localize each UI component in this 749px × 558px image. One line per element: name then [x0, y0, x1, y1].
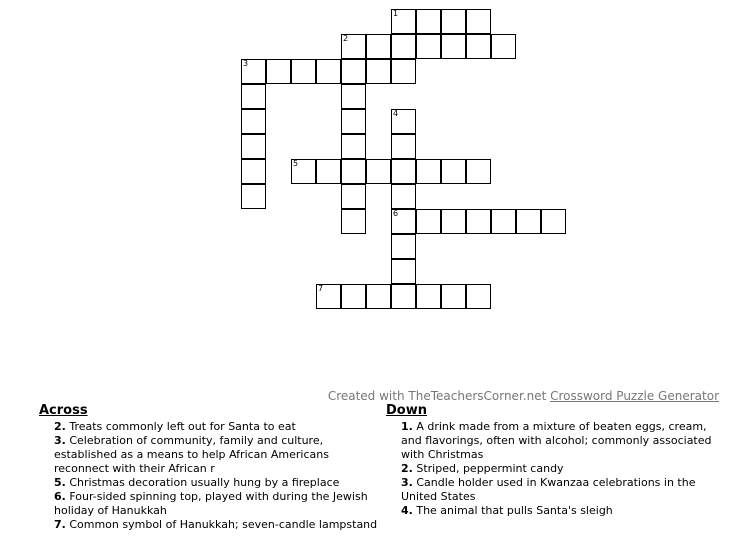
clue-text: Common symbol of Hanukkah; seven-candle lampstand — [69, 518, 378, 531]
crossword-cell[interactable] — [391, 34, 416, 59]
down-clue — [385, 462, 730, 476]
clue-num: 5. — [54, 476, 66, 489]
across-clue-list — [38, 420, 378, 532]
down-clue — [385, 504, 730, 518]
crossword-cell[interactable] — [291, 59, 316, 84]
down-clue — [385, 420, 730, 462]
clue-number: 6 — [393, 209, 399, 218]
clue-text: Treats commonly left out for Santa to eat — [69, 420, 296, 433]
crossword-cell[interactable] — [241, 59, 266, 84]
crossword-cell[interactable] — [466, 209, 491, 234]
generator-link[interactable]: Crossword Puzzle Generator — [550, 389, 719, 403]
crossword-cell[interactable] — [391, 59, 416, 84]
clue-num: 7. — [54, 518, 66, 531]
clue-text: Christmas decoration usually hung by a fireplace — [69, 476, 340, 489]
crossword-cell[interactable] — [241, 84, 266, 109]
crossword-cell[interactable] — [241, 159, 266, 184]
crossword-cell[interactable] — [341, 59, 366, 84]
crossword-cell[interactable] — [341, 109, 366, 134]
crossword-cell[interactable] — [241, 184, 266, 209]
crossword-cell[interactable] — [341, 84, 366, 109]
credit-text: Created with TheTeachersCorner.net — [327, 389, 551, 403]
clue-number: 7 — [318, 284, 324, 293]
clue-text: A drink made from a mixture of beaten eggs, cream, and flavorings, often with alcohol; commonly associated with Christmas — [401, 420, 712, 461]
clue-num: 3. — [401, 476, 413, 489]
clue-number: 2 — [343, 34, 349, 43]
crossword-cell[interactable] — [391, 284, 416, 309]
crossword-cell[interactable] — [241, 109, 266, 134]
down-clue — [385, 476, 730, 504]
crossword-cell[interactable] — [316, 159, 341, 184]
crossword-cell[interactable] — [391, 159, 416, 184]
clue-text: Striped, peppermint candy — [416, 462, 564, 475]
crossword-cell[interactable] — [366, 34, 391, 59]
crossword-cell[interactable] — [466, 9, 491, 34]
crossword-cell[interactable] — [416, 159, 441, 184]
clue-num: 4. — [401, 504, 413, 517]
clue-number: 4 — [393, 109, 399, 118]
crossword-cell[interactable] — [391, 134, 416, 159]
clue-num: 1. — [401, 420, 413, 433]
credit-line — [328, 389, 719, 403]
crossword-cell[interactable] — [391, 234, 416, 259]
crossword-cell[interactable] — [341, 284, 366, 309]
crossword-cell[interactable] — [341, 159, 366, 184]
crossword-cell[interactable] — [341, 209, 366, 234]
clue-number: 3 — [243, 59, 249, 68]
across-clue — [38, 434, 378, 476]
crossword-cell[interactable] — [391, 109, 416, 134]
crossword-cell[interactable] — [391, 259, 416, 284]
down-clue-list — [385, 420, 730, 518]
crossword-cell[interactable] — [266, 59, 291, 84]
down-clues — [385, 403, 730, 518]
across-clues — [38, 403, 378, 532]
crossword-cell[interactable] — [466, 34, 491, 59]
clue-num: 3. — [54, 434, 66, 447]
crossword-cell[interactable] — [416, 284, 441, 309]
clue-text: Four-sided spinning top, played with during the Jewish holiday of Hanukkah — [54, 490, 368, 517]
crossword-cell[interactable] — [441, 284, 466, 309]
across-clue — [38, 420, 378, 434]
crossword-cell[interactable] — [316, 59, 341, 84]
across-clue — [38, 476, 378, 490]
crossword-cell[interactable] — [416, 9, 441, 34]
crossword-cell[interactable] — [491, 209, 516, 234]
crossword-cell[interactable] — [241, 134, 266, 159]
clue-num: 2. — [401, 462, 413, 475]
clue-number: 5 — [293, 159, 299, 168]
crossword-cell[interactable] — [466, 159, 491, 184]
crossword-cell[interactable] — [441, 209, 466, 234]
crossword-cell[interactable] — [416, 34, 441, 59]
crossword-cell[interactable] — [441, 34, 466, 59]
crossword-cell[interactable] — [366, 159, 391, 184]
crossword-cell[interactable] — [441, 159, 466, 184]
crossword-cell[interactable] — [516, 209, 541, 234]
crossword-cell[interactable] — [491, 34, 516, 59]
clue-text: The animal that pulls Santa's sleigh — [416, 504, 613, 517]
crossword-cell[interactable] — [391, 209, 416, 234]
across-clue — [38, 490, 378, 518]
crossword-cell[interactable] — [466, 284, 491, 309]
crossword-cell[interactable] — [341, 34, 366, 59]
crossword-cell[interactable] — [366, 59, 391, 84]
crossword-cell[interactable] — [366, 284, 391, 309]
crossword-cell[interactable] — [441, 9, 466, 34]
crossword-cell[interactable] — [391, 184, 416, 209]
down-heading: Down — [386, 403, 427, 418]
crossword-cell[interactable] — [341, 134, 366, 159]
crossword-cell[interactable] — [391, 9, 416, 34]
across-heading: Across — [39, 403, 88, 418]
crossword-cell[interactable] — [416, 209, 441, 234]
clue-text: Celebration of community, family and culture, established as a means to help African Americans reconnect with their African r — [54, 434, 329, 475]
clue-num: 2. — [54, 420, 66, 433]
crossword-cell[interactable] — [341, 184, 366, 209]
crossword-cell[interactable] — [541, 209, 566, 234]
crossword-cell[interactable] — [316, 284, 341, 309]
clue-number: 1 — [393, 9, 399, 18]
crossword-cell[interactable] — [291, 159, 316, 184]
clue-num: 6. — [54, 490, 66, 503]
clue-text: Candle holder used in Kwanzaa celebrations in the United States — [401, 476, 696, 503]
across-clue — [38, 518, 378, 532]
